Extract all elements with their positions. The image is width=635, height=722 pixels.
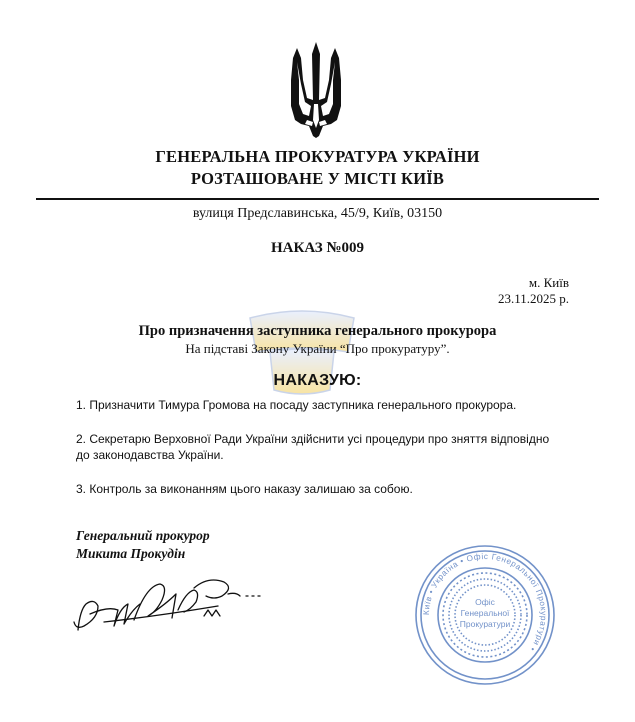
handwritten-signature: [68, 570, 268, 634]
agency-name-line1: ГЕНЕРАЛЬНА ПРОКУРАТУРА УКРАЇНИ: [155, 147, 480, 166]
order-basis: На підставі Закону України “Про прокуратуру”.: [185, 341, 450, 356]
order-item-1: 1. Призначити Тимура Громова на посаду заступника генерального прокурора.: [76, 398, 517, 412]
order-date: 23.11.2025 р.: [497, 291, 569, 306]
order-title: НАКАЗ №009: [270, 240, 365, 256]
agency-address: вулиця Предславинська, 45/9, Київ, 03150: [192, 206, 443, 221]
stamp-center-line3: Прокуратури: [459, 619, 511, 629]
order-subject: Про призначення заступника генерального прокурора: [138, 323, 497, 339]
order-city: м. Київ: [528, 275, 569, 290]
stamp-center-line2: Генеральної: [460, 608, 510, 618]
order-heading: НАКАЗУЮ:: [273, 372, 362, 389]
stamp-center-line1: Офіс: [475, 597, 495, 607]
order-item-2-continued: до законодавства України.: [76, 448, 224, 462]
agency-name-line2: РОЗТАШОВАНЕ У МІСТІ КИЇВ: [190, 169, 445, 188]
order-item-2: 2. Секретарю Верховної Ради України здійснити усі процедури про зняття відповідно: [76, 432, 550, 446]
order-item-3: 3. Контроль за виконанням цього наказу залишаю за собою.: [76, 482, 413, 496]
trident-emblem-icon: [285, 40, 347, 138]
stamp-ring-text: Київ • Україна • Офіс Генеральної Прокуратури •: [421, 551, 549, 654]
header-divider: [36, 198, 599, 200]
signatory-title: Генеральний прокурор: [76, 528, 210, 543]
signatory-name: Микита Прокудін: [76, 546, 186, 561]
official-stamp-seal: [414, 544, 556, 686]
